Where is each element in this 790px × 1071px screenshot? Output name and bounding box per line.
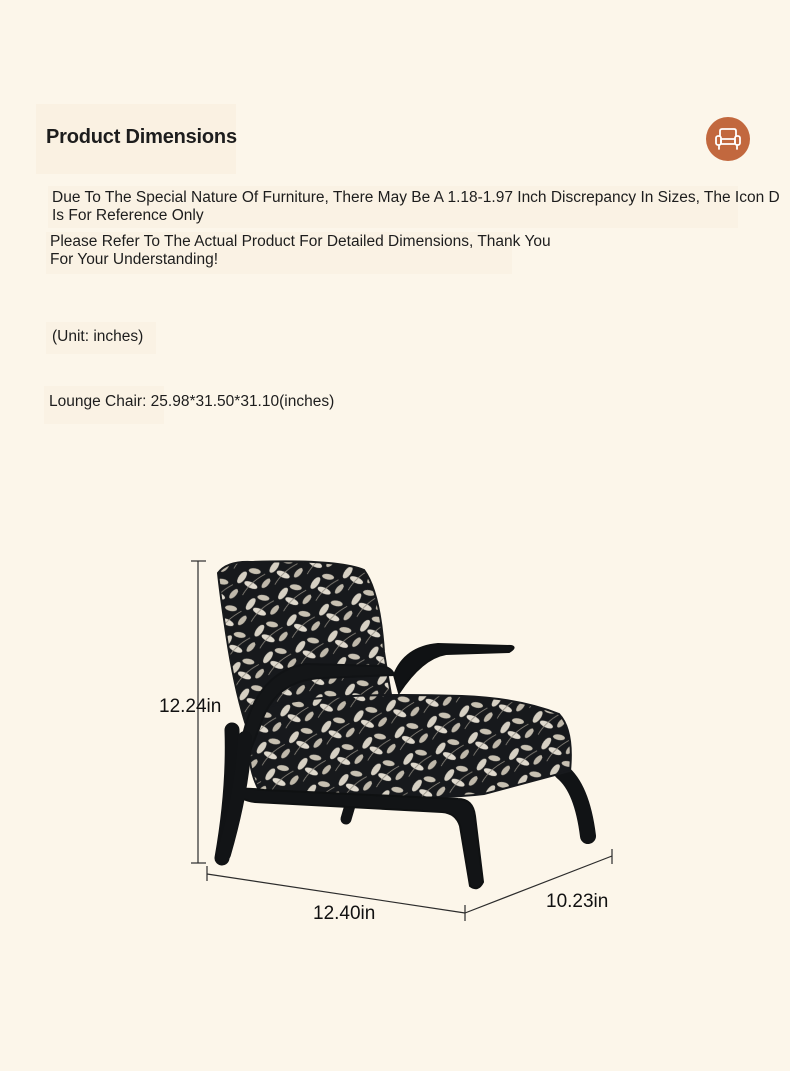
depth-dimension-label: 10.23in [546,891,609,912]
unit-note: (Unit: inches) [52,328,144,345]
chair-dimension-diagram [150,540,650,940]
height-dimension-label: 12.24in [159,696,222,717]
armchair-icon-badge [706,117,750,161]
page-title: Product Dimensions [46,126,237,148]
reference-line-2: For Your Understanding! [50,251,219,268]
width-dimension-label: 12.40in [313,903,376,924]
armchair-icon [714,127,742,151]
chair-illustration [150,540,650,940]
disclaimer-line-1: Due To The Special Nature Of Furniture, There May Be A 1.18-1.97 Inch Discrepancy In Sizes, The Icon D [52,189,780,206]
reference-line-1: Please Refer To The Actual Product For Detailed Dimensions, Thank You [50,233,551,250]
reference-note [50,233,551,269]
disclaimer-note [52,189,790,225]
disclaimer-line-2: Is For Reference Only [52,207,204,224]
product-spec: Lounge Chair: 25.98*31.50*31.10(inches) [49,393,335,410]
